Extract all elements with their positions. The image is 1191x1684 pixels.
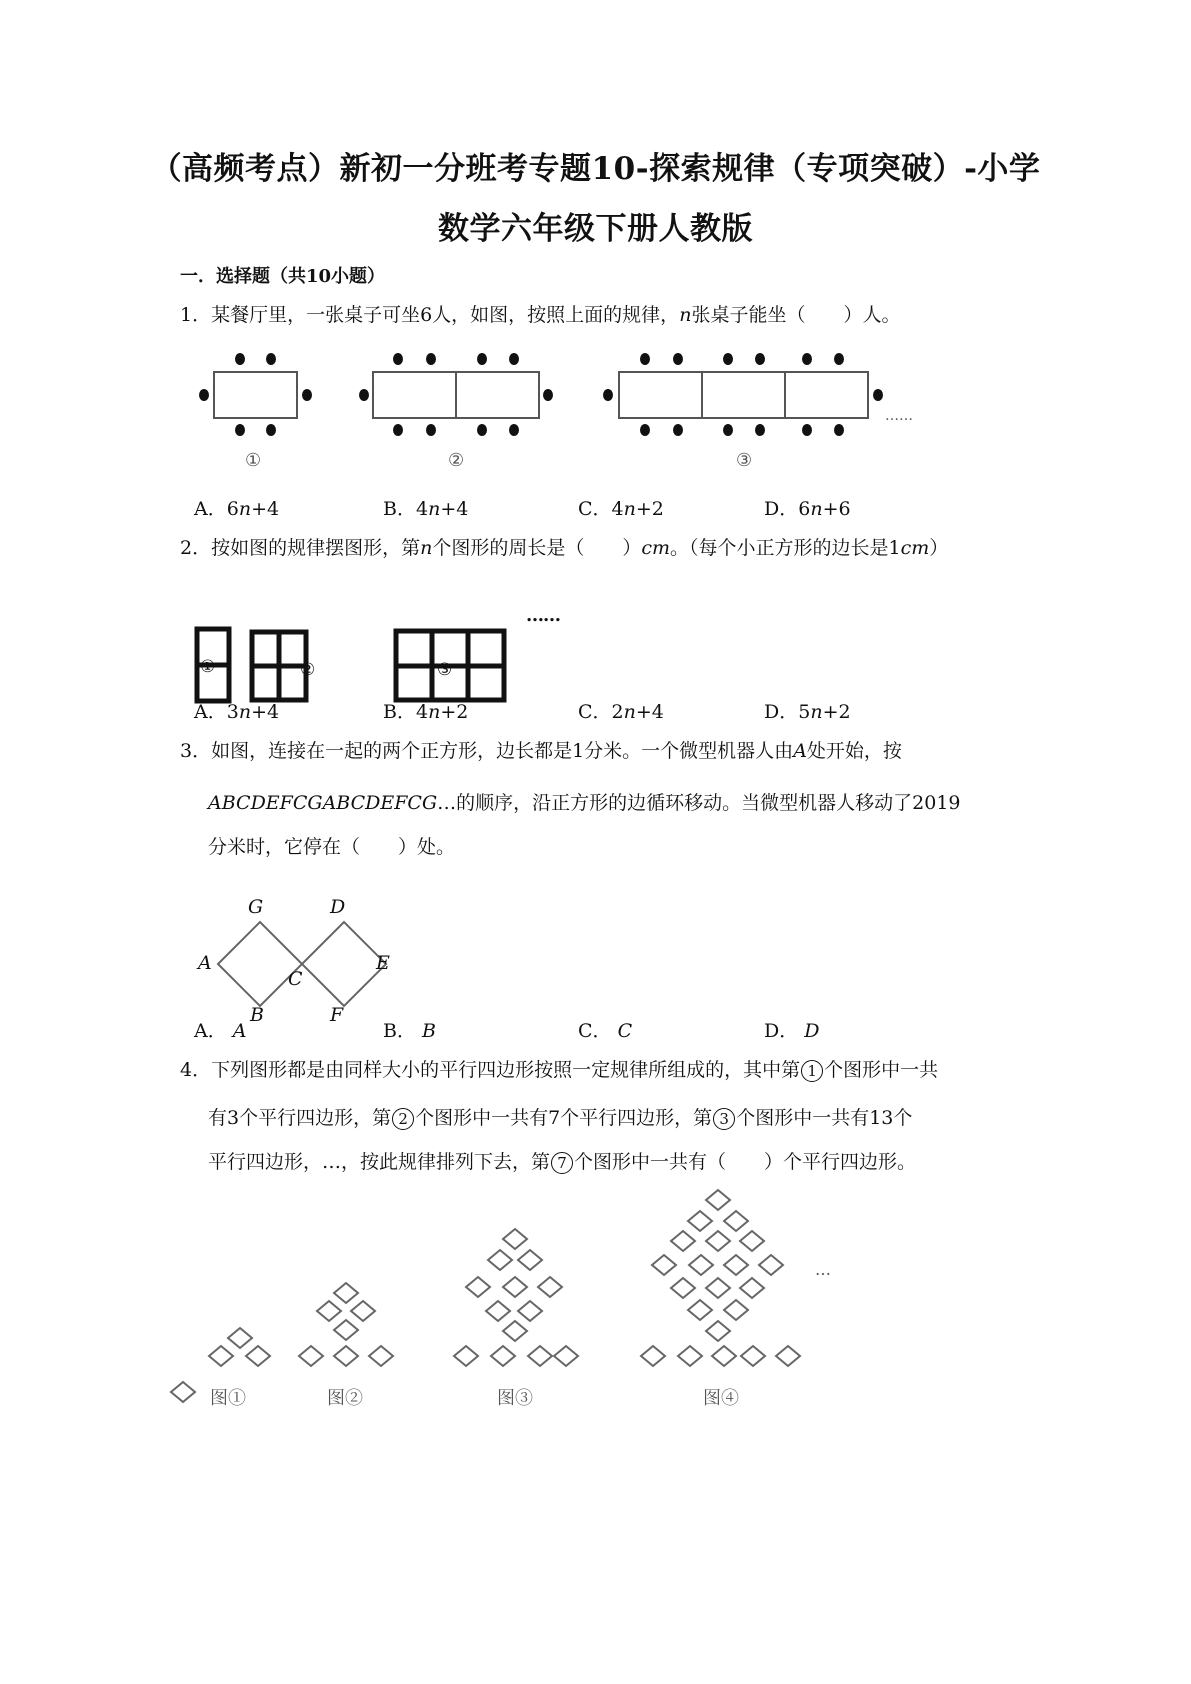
figure-label: ③ [437,660,453,680]
option-value: C [617,1020,633,1042]
option-part: +2 [440,701,469,723]
circled-number: 1 [801,1060,823,1082]
option-label: C． [578,1020,612,1042]
variable: n [238,498,252,520]
text-part: 下列图形都是由同样大小的平行四边形按照一定规律所组成的，其中第 [211,1059,801,1081]
option-label: C． [578,701,612,723]
figure-label: 图④ [703,1388,739,1409]
option-label: B． [383,701,416,723]
circled-number: 2 [392,1108,414,1130]
option-label: C． [578,498,612,520]
figure-label: ① [200,657,216,677]
document-title-line2: 数学六年级下册人教版 [438,211,753,247]
text-part: 按如图的规律摆图形，第 [211,537,421,559]
point-d: D [330,896,346,918]
variable: n [810,701,823,723]
variable: n [810,498,823,520]
circled-number: 7 [551,1152,573,1174]
variable: n [420,537,433,559]
figure-ellipsis: … [815,1260,831,1279]
option-part: 4 [415,498,429,520]
option-value: D [804,1020,820,1042]
text-part: 张桌子能坐（ ）人。 [691,304,901,326]
option-part: 6 [798,498,811,520]
option-part: 5 [798,701,811,723]
unit: cm [641,537,671,559]
option-part: +4 [635,701,664,723]
option-part: +4 [251,498,280,520]
text-part: 某餐厅里，一张桌子可坐6人，如图，按照上面的规律， [211,304,680,326]
question-number: 4． [180,1059,212,1081]
text-part: 个图形中一共有7个平行四边形，第 [415,1107,713,1129]
text-part: 如图，连接在一起的两个正方形，边长都是1分米。一个微型机器人由 [211,740,794,762]
section-heading: 一．选择题（共10小题） [180,266,386,287]
figure-label: 图③ [497,1388,533,1409]
figure-ellipsis: …… [526,605,560,626]
option-part: 6 [226,498,239,520]
figure-ellipsis: …… [885,408,913,424]
document-title-line1: （高频考点）新初一分班考专题10-探索规律（专项突破）-小学 [150,151,1041,187]
variable: n [623,701,636,723]
variable: A [793,740,807,762]
point-c: C [288,968,303,990]
figure-label: 图② [327,1388,363,1409]
figure-label: ③ [736,450,753,471]
text-part: 个图形中一共有13个 [736,1107,913,1129]
variable: n [428,701,441,723]
option-part: +4 [440,498,469,520]
option-label: D． [764,1020,799,1042]
option-part: 4 [611,498,624,520]
question-3-line3: 分米时，它停在（ ）处。 [208,836,456,858]
point-e: E [376,952,390,974]
text-part: …的顺序，沿正方形的边循环移动。当微型机器人移动了2019 [437,792,961,814]
option-label: B． [383,498,416,520]
option-part: 3 [226,701,239,723]
text-part: ） [929,537,949,559]
variable: n [238,701,252,723]
option-value: A [232,1020,247,1042]
question-number: 3． [180,740,212,762]
option-part: +6 [822,498,851,520]
unit: cm [900,537,930,559]
option-label: D． [764,498,799,520]
figure-label: ① [245,450,262,471]
option-part: +4 [251,701,280,723]
text-part: 个图形的周长是（ ） [432,537,642,559]
option-part: 4 [415,701,429,723]
variable: n [679,304,692,326]
option-part: +2 [822,701,851,723]
question-number: 1． [180,304,212,326]
figure-label: ② [448,450,465,471]
text-part: 平行四边形，…，按此规律排列下去，第 [208,1151,551,1173]
point-g: G [248,896,264,918]
point-b: B [250,1004,264,1026]
point-a: A [198,952,212,974]
circled-number: 3 [713,1108,735,1130]
text-part: 个图形中一共有（ ）个平行四边形。 [574,1151,917,1173]
variable: n [623,498,636,520]
point-f: F [330,1004,344,1026]
text-part: 处开始，按 [806,740,902,762]
option-value: B [422,1020,436,1042]
option-label: A． [194,701,227,723]
option-label: D． [764,701,799,723]
sequence: ABCDEFCGABCDEFCG [208,792,438,814]
option-label: B． [383,1020,416,1042]
text-part: 有3个平行四边形，第 [208,1107,392,1129]
question-number: 2． [180,537,212,559]
figure-label: ② [300,660,316,680]
option-part: +2 [635,498,664,520]
variable: n [428,498,441,520]
option-label: A． [194,498,227,520]
text-part: 。（每个小正方形的边长是1 [670,537,901,559]
option-label: A． [194,1020,227,1042]
text-part: 个图形中一共 [824,1059,939,1081]
figure-label: 图① [210,1388,246,1409]
option-part: 2 [611,701,624,723]
